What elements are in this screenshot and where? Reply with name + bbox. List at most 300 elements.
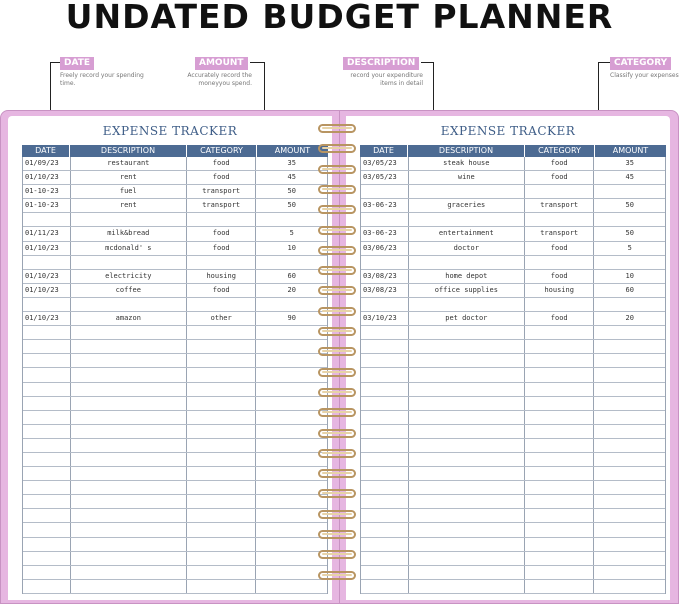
cell-amount [594,213,665,226]
cell-category [187,326,257,339]
table-row [23,298,327,312]
table-row [361,580,665,594]
cell-category: food [525,157,595,170]
cell-amount [594,495,665,508]
cell-description [409,495,525,508]
cell-description [409,552,525,565]
cell-category [187,467,257,480]
table-row [23,411,327,425]
cell-category [187,425,257,438]
cell-category [187,256,257,269]
table-row [23,509,327,523]
cell-description: office supplies [409,284,525,297]
cell-date [23,481,71,494]
cell-category: housing [187,270,257,283]
cell-amount [256,523,327,536]
cell-category [187,580,257,593]
cell-date [361,256,409,269]
cell-category [525,340,595,353]
callout-date-tag: DATE [60,57,94,70]
cell-description [409,580,525,593]
callout-description-text: record your expenditure items in detail [350,72,423,87]
cell-category [187,538,257,551]
spiral-ring-icon [318,408,356,417]
cell-amount [256,453,327,466]
cell-category [525,397,595,410]
cell-category: food [187,157,257,170]
cell-description [71,411,187,424]
table-row [361,523,665,537]
callout-date-leader-h [50,62,60,63]
cell-date [23,397,71,410]
cell-category: food [525,270,595,283]
cell-category: food [525,242,595,255]
table-row [23,397,327,411]
cell-category: food [187,284,257,297]
cell-description [409,397,525,410]
table-row [23,453,327,467]
cell-description [409,538,525,551]
cell-amount [594,509,665,522]
table-row [23,495,327,509]
cell-category: food [187,242,257,255]
cell-date: 03/08/23 [361,270,409,283]
cell-description [409,509,525,522]
cell-amount: 50 [287,201,296,210]
cell-date [361,467,409,480]
table-row [361,566,665,580]
cell-amount [594,368,665,381]
table-row [361,411,665,425]
cell-amount: 35 [625,159,634,167]
cell-amount [256,495,327,508]
cell-description: rent [71,171,187,184]
header-category: CATEGORY [187,145,257,157]
cell-description [71,580,187,593]
table-row [23,523,327,537]
cell-date [23,298,71,311]
spiral-ring-icon [318,266,356,275]
cell-date: 03-06-23 [361,227,409,240]
cell-description [409,368,525,381]
cell-category: transport [187,199,257,212]
cell-category: transport [187,185,257,198]
cell-amount [256,368,327,381]
cell-category [187,213,257,226]
spiral-ring-icon [318,347,356,356]
spiral-ring-icon [318,185,356,194]
spiral-ring-icon [318,530,356,539]
cell-category: food [525,312,595,325]
right-page-title: EXPENSE TRACKER [440,124,576,138]
cell-category [525,383,595,396]
cell-category [187,354,257,367]
cell-description [71,552,187,565]
cell-date: 03/08/23 [361,284,409,297]
cell-amount [256,425,327,438]
cell-amount: 20 [625,314,634,323]
header-amount: AMOUNT [274,146,311,155]
cell-date [23,453,71,466]
table-row [23,538,327,552]
spiral-ring-icon [318,429,356,438]
cell-description: pet doctor [409,312,525,325]
table-row [23,227,327,241]
cell-amount [594,538,665,551]
callout-amount-text: Accurately record the moneyyou spend. [187,72,252,87]
cell-date [361,185,409,198]
cell-date [23,411,71,424]
table-row [361,383,665,397]
table-row [23,425,327,439]
table-row [23,368,327,382]
cell-description [71,481,187,494]
cell-date [23,425,71,438]
cell-amount [594,383,665,396]
cell-category: food [187,171,257,184]
callout-description-tag: DESCRIPTION [343,57,419,70]
table-row [361,467,665,481]
cell-category [525,368,595,381]
cell-description [409,213,525,226]
cell-amount [256,383,327,396]
cell-amount [594,467,665,480]
cell-description: home depot [409,270,525,283]
cell-date: 03/06/23 [361,242,409,255]
cell-category [187,566,257,579]
cell-category [525,538,595,551]
spiral-ring-icon [318,469,356,478]
cell-category [525,298,595,311]
table-row [361,256,665,270]
cell-date [361,509,409,522]
cell-date: 03/05/23 [361,157,409,170]
cell-description [409,411,525,424]
table-row [361,425,665,439]
cell-date: 01/10/23 [23,284,71,297]
cell-description: amazon [71,312,187,325]
cell-category [187,552,257,565]
table-row [23,552,327,566]
cell-date [361,439,409,452]
table-row [361,270,665,284]
cell-category [525,326,595,339]
callout-amount-leader-h [250,62,264,63]
cell-amount [256,326,327,339]
table-row [361,227,665,241]
cell-amount [594,425,665,438]
table-row [23,242,327,256]
table-row [23,171,327,185]
cell-amount [256,411,327,424]
cell-category [187,495,257,508]
cell-description [409,185,525,198]
cell-category [187,368,257,381]
cell-description [409,453,525,466]
planner-title: UNDATED BUDGET PLANNER [65,0,614,36]
table-row [23,213,327,227]
table-row [23,566,327,580]
cell-description: coffee [71,284,187,297]
cell-category [525,495,595,508]
table-row [361,298,665,312]
left-table-header [22,145,328,157]
cell-amount [594,326,665,339]
cell-amount: 60 [287,271,296,280]
cell-category [525,256,595,269]
table-row [361,439,665,453]
cell-amount: 60 [625,285,634,294]
cell-description: electricity [71,270,187,283]
cell-description [71,340,187,353]
spiral-ring-icon [318,327,356,336]
spiral-ring-icon [318,449,356,458]
cell-description: graceries [409,199,525,212]
cell-amount [594,481,665,494]
cell-category [525,453,595,466]
table-row [23,383,327,397]
cell-category [525,467,595,480]
table-row [361,171,665,185]
table-row [361,368,665,382]
cell-date [361,580,409,593]
cell-category [187,439,257,452]
table-row [23,256,327,270]
right-table-header [360,145,666,157]
right-page [346,116,670,600]
cell-date [361,523,409,536]
cell-date: 01/10/23 [23,312,71,325]
cell-description [71,566,187,579]
cell-amount [594,340,665,353]
cell-date [361,397,409,410]
cell-amount [594,580,665,593]
cell-date [361,383,409,396]
cell-category [525,411,595,424]
cell-category: other [187,312,257,325]
cell-category: food [187,227,257,240]
cell-category: transport [525,199,595,212]
spiral-ring-icon [318,226,356,235]
header-description: DESCRIPTION [70,145,187,157]
cell-amount [594,256,665,269]
cell-description [71,495,187,508]
spiral-ring-icon [318,510,356,519]
cell-description [71,368,187,381]
cell-category: transport [525,227,595,240]
table-row [23,157,327,171]
table-row [361,538,665,552]
table-row [361,157,665,171]
cell-description: mcdonald' s [71,242,187,255]
cell-amount [256,467,327,480]
callout-category-tag: CATEGORY [610,57,671,70]
cell-date [361,552,409,565]
header-date: DATE [22,145,70,157]
left-expense-table [22,145,328,594]
table-row [23,467,327,481]
cell-amount [594,411,665,424]
cell-amount [594,453,665,466]
cell-date [361,566,409,579]
table-row [361,284,665,298]
left-table-body [22,157,328,594]
cell-amount [594,552,665,565]
cell-category [525,481,595,494]
callout-date-text: Freely record your spending time. [60,72,144,87]
cell-amount: 5 [289,229,294,238]
cell-category [187,411,257,424]
spiral-ring-icon [318,489,356,498]
spiral-binding [318,120,360,590]
table-row [23,481,327,495]
cell-description [409,467,525,480]
cell-description [71,439,187,452]
spiral-ring-icon [318,571,356,580]
cell-date: 03/10/23 [361,312,409,325]
table-row [361,552,665,566]
cell-date [23,467,71,480]
cell-amount [256,580,327,593]
cell-date [361,425,409,438]
cell-description: fuel [71,185,187,198]
cell-amount: 90 [287,314,296,323]
cell-description: milk&bread [71,227,187,240]
cell-category [525,552,595,565]
spiral-ring-icon [318,165,356,174]
cell-description [409,481,525,494]
spiral-ring-icon [318,246,356,255]
cell-category [187,453,257,466]
cell-category [525,354,595,367]
table-row [23,284,327,298]
left-page-title: EXPENSE TRACKER [102,124,238,138]
cell-category [525,213,595,226]
table-row [361,312,665,326]
cell-category [187,509,257,522]
header-category: CATEGORY [525,145,595,157]
callout-category-text: Classify your expenses [610,72,679,79]
cell-description [71,467,187,480]
cell-date [23,580,71,593]
cell-amount [256,397,327,410]
left-page [8,116,332,600]
cell-date [361,298,409,311]
cell-description [409,383,525,396]
spiral-ring-icon [318,124,356,133]
cell-description [409,439,525,452]
cell-description [71,298,187,311]
cell-amount [594,354,665,367]
cell-description [71,326,187,339]
cell-description [71,213,187,226]
cell-amount: 45 [287,173,296,182]
table-row [361,340,665,354]
cell-category [525,566,595,579]
cell-description: wine [409,171,525,184]
cell-amount: 50 [625,201,634,210]
table-row [361,397,665,411]
table-row [361,242,665,256]
cell-description [409,298,525,311]
cell-date [23,368,71,381]
cell-date [361,213,409,226]
table-row [23,580,327,594]
cell-amount: 50 [625,229,634,238]
cell-description [71,509,187,522]
cell-amount [256,256,327,269]
cell-description [409,340,525,353]
spiral-ring-icon [318,286,356,295]
table-row [23,326,327,340]
cell-amount [256,439,327,452]
table-row [23,312,327,326]
spiral-ring-icon [318,205,356,214]
cell-date [361,354,409,367]
cell-date [361,538,409,551]
cell-description [409,354,525,367]
spiral-ring-icon [318,307,356,316]
table-row [23,185,327,199]
table-row [361,481,665,495]
cell-amount [256,340,327,353]
header-description: DESCRIPTION [408,145,525,157]
cell-date [361,326,409,339]
cell-category [525,509,595,522]
cell-date [361,495,409,508]
cell-date: 01/11/23 [23,227,71,240]
cell-amount [256,481,327,494]
spiral-ring-icon [318,550,356,559]
cell-date [23,552,71,565]
cell-category [187,397,257,410]
cell-amount [594,185,665,198]
cell-description: steak house [409,157,525,170]
right-expense-table [360,145,666,594]
cell-date: 01-10-23 [23,199,71,212]
cell-description [409,566,525,579]
cell-category [525,185,595,198]
cell-category [187,383,257,396]
cell-category [187,523,257,536]
callout-amount-tag: AMOUNT [195,57,248,70]
cell-description [71,354,187,367]
cell-category [187,340,257,353]
cell-date [23,326,71,339]
cell-description [409,523,525,536]
cell-date [23,509,71,522]
cell-date [23,213,71,226]
cell-date [361,340,409,353]
cell-description [71,523,187,536]
cell-category [187,298,257,311]
cell-amount: 5 [627,243,632,252]
cell-amount [256,509,327,522]
cell-amount [594,566,665,579]
cell-date: 03/05/23 [361,171,409,184]
table-row [361,509,665,523]
cell-amount: 50 [287,187,296,196]
cell-date [361,368,409,381]
table-row [361,453,665,467]
spiral-ring-icon [318,388,356,397]
cell-date [23,495,71,508]
cell-date [361,411,409,424]
cell-date [23,566,71,579]
cell-description [71,425,187,438]
table-row [361,326,665,340]
cell-date [361,481,409,494]
